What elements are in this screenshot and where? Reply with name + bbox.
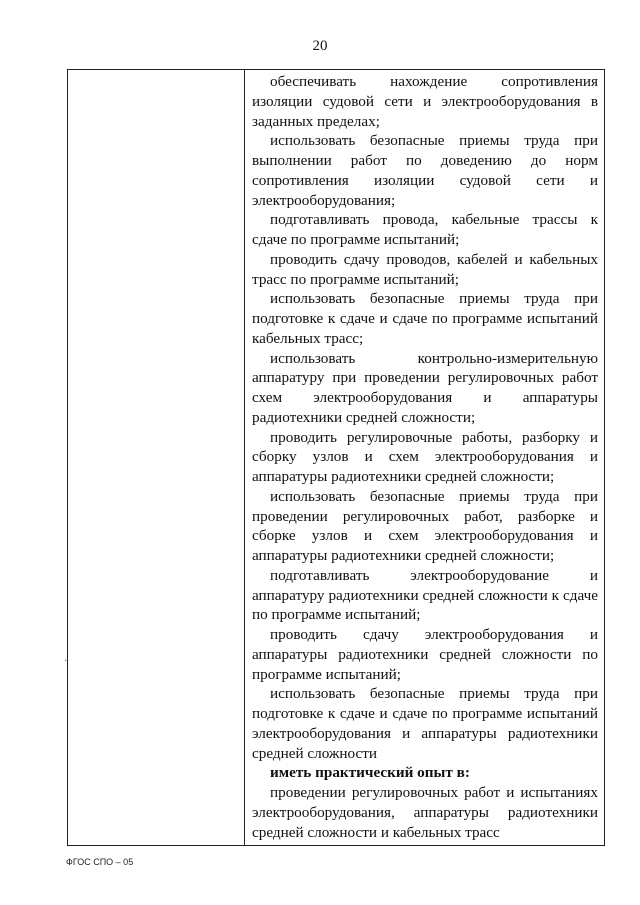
document-code: ФГОС СПО – 05 xyxy=(66,857,134,867)
requirements-table xyxy=(64,69,605,846)
experience-heading: иметь практический опыт в: xyxy=(270,764,470,782)
margin-mark: · xyxy=(64,656,68,667)
skill-item: обеспечивать нахождение сопротивления изоляции судовой сети и электрооборудования в заданных пределах; xyxy=(252,73,598,130)
skill-item: проводить сдачу электрооборудования и аппаратуры радиотехники средней сложности по программе испытаний; xyxy=(252,626,598,683)
skills-cell xyxy=(252,72,598,842)
skill-item: использовать безопасные приемы труда при проведении регулировочных работ, разборке и сборке узлов и схем электрооборудования и аппаратуры радиотехники средней сложности; xyxy=(252,487,598,564)
skill-item: использовать безопасные приемы труда при подготовке к сдаче и сдаче по программе испытаний электрооборудования и аппаратуры радиотехники средней сложности xyxy=(252,685,598,762)
skill-item: подготавливать провода, кабельные трассы к сдаче по программе испытаний; xyxy=(252,211,598,248)
column-divider xyxy=(244,70,245,845)
experience-text: проведении регулировочных работ и испытаниях электрооборудования, аппаратуры радиотехники средней сложности и кабельных трасс xyxy=(252,784,598,841)
skill-item: использовать контрольно-измерительную аппаратуру при проведении регулировочных работ схем электрооборудования и аппаратуры радиотехники средней сложности; xyxy=(252,349,598,426)
skill-item: использовать безопасные приемы труда при выполнении работ по доведению до норм сопротивления изоляции судовой сети и электрооборудования; xyxy=(252,132,598,209)
skill-item: использовать безопасные приемы труда при подготовке к сдаче и сдаче по программе испытаний кабельных трасс; xyxy=(252,290,598,347)
page-number: 20 xyxy=(312,38,328,54)
skill-item: проводить регулировочные работы, разборку и сборку узлов и схем электрооборудования и аппаратуры радиотехники средней сложности; xyxy=(252,428,598,485)
skill-item: проводить сдачу проводов, кабелей и кабельных трасс по программе испытаний; xyxy=(252,250,598,288)
skill-item: подготавливать электрооборудование и аппаратуру радиотехники средней сложности к сдаче по программе испытаний; xyxy=(252,566,598,624)
